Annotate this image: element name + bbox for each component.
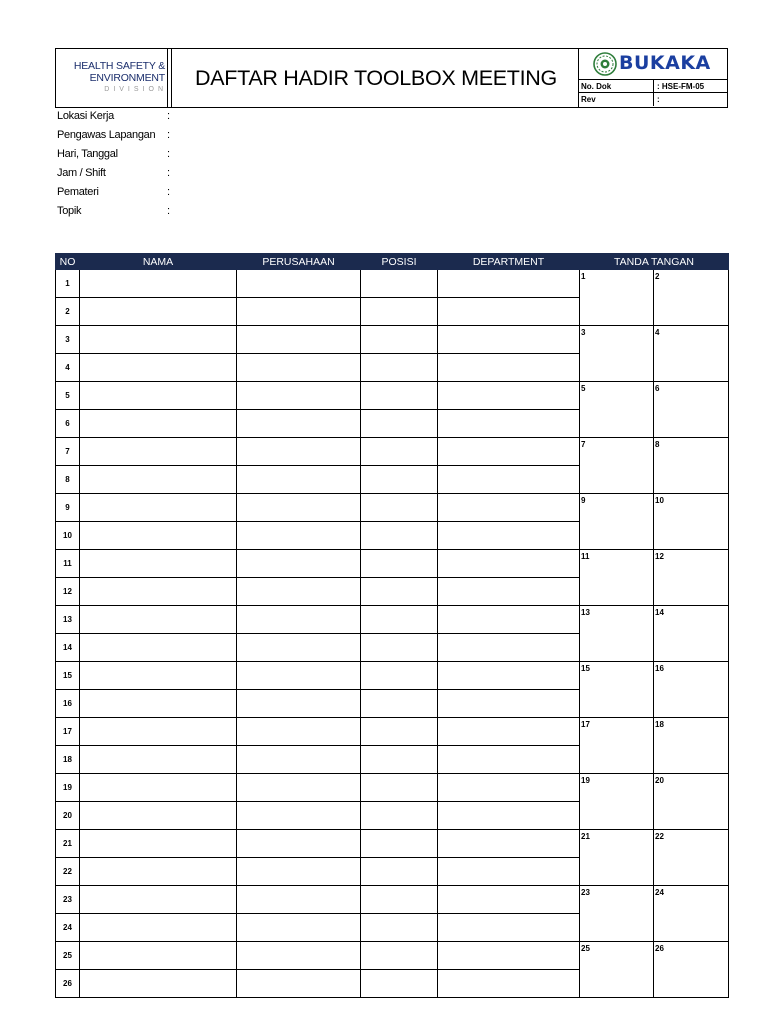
logo-area [579, 49, 727, 80]
row-number: 26 [56, 970, 80, 998]
table-body [56, 270, 729, 998]
revision-label: Rev [581, 95, 596, 104]
division-line-3: DIVISION [104, 86, 167, 93]
signature-cell[interactable]: 19 [580, 774, 654, 830]
perusahaan-cell[interactable] [237, 326, 361, 354]
company-logo-text: BUKAKA [619, 52, 711, 74]
revision-row [579, 93, 727, 106]
doc-info-block [578, 49, 727, 107]
header-divider [171, 49, 172, 107]
perusahaan-cell[interactable] [237, 438, 361, 466]
col-header-nama: NAMA [80, 254, 237, 270]
perusahaan-cell[interactable] [237, 522, 361, 550]
posisi-cell[interactable] [361, 438, 438, 466]
posisi-cell[interactable] [361, 606, 438, 634]
nama-cell[interactable] [80, 746, 237, 774]
row-number: 2 [56, 298, 80, 326]
table-row [56, 494, 729, 522]
row-number: 13 [56, 606, 80, 634]
posisi-cell[interactable] [361, 522, 438, 550]
perusahaan-cell[interactable] [237, 970, 361, 998]
posisi-cell[interactable] [361, 354, 438, 382]
table-row [56, 886, 729, 914]
info-label: Lokasi Kerja [57, 110, 114, 122]
nama-cell[interactable] [80, 606, 237, 634]
department-cell[interactable] [438, 942, 580, 970]
row-number: 15 [56, 662, 80, 690]
info-value-field[interactable]: : [167, 129, 170, 141]
nama-cell[interactable] [80, 970, 237, 998]
signature-cell[interactable]: 10 [654, 494, 729, 550]
department-cell[interactable] [438, 578, 580, 606]
posisi-cell[interactable] [361, 410, 438, 438]
posisi-cell[interactable] [361, 382, 438, 410]
row-number: 11 [56, 550, 80, 578]
posisi-cell[interactable] [361, 270, 438, 298]
bukaka-emblem-icon [593, 52, 617, 76]
perusahaan-cell[interactable] [237, 858, 361, 886]
nama-cell[interactable] [80, 690, 237, 718]
nama-cell[interactable] [80, 830, 237, 858]
perusahaan-cell[interactable] [237, 802, 361, 830]
department-cell[interactable] [438, 914, 580, 942]
signature-cell[interactable]: 24 [654, 886, 729, 942]
info-label: Pengawas Lapangan [57, 129, 156, 141]
department-cell[interactable] [438, 886, 580, 914]
posisi-cell[interactable] [361, 298, 438, 326]
info-label: Pemateri [57, 186, 99, 198]
col-header-no: NO [56, 254, 80, 270]
nama-cell[interactable] [80, 494, 237, 522]
signature-cell[interactable]: 4 [654, 326, 729, 382]
revision-value: : [653, 93, 660, 106]
signature-cell[interactable]: 5 [580, 382, 654, 438]
perusahaan-cell[interactable] [237, 354, 361, 382]
info-label: Jam / Shift [57, 167, 106, 179]
signature-cell[interactable]: 9 [580, 494, 654, 550]
division-line-2: ENVIRONMENT [89, 72, 165, 84]
nama-cell[interactable] [80, 354, 237, 382]
signature-cell[interactable]: 26 [654, 942, 729, 998]
posisi-cell[interactable] [361, 774, 438, 802]
signature-cell[interactable]: 7 [580, 438, 654, 494]
row-number: 16 [56, 690, 80, 718]
row-number: 22 [56, 858, 80, 886]
nama-cell[interactable] [80, 942, 237, 970]
signature-cell[interactable]: 18 [654, 718, 729, 774]
row-number: 5 [56, 382, 80, 410]
info-label: Hari, Tanggal [57, 148, 118, 160]
signature-cell[interactable]: 2 [654, 270, 729, 326]
nama-cell[interactable] [80, 382, 237, 410]
info-label: Topik [57, 205, 82, 217]
row-number: 4 [56, 354, 80, 382]
info-value-field[interactable]: : [167, 186, 170, 198]
signature-cell[interactable]: 15 [580, 662, 654, 718]
posisi-cell[interactable] [361, 858, 438, 886]
perusahaan-cell[interactable] [237, 830, 361, 858]
posisi-cell[interactable] [361, 634, 438, 662]
perusahaan-cell[interactable] [237, 746, 361, 774]
row-number: 23 [56, 886, 80, 914]
table-header-row [56, 254, 729, 270]
info-value-field[interactable]: : [167, 110, 170, 122]
signature-cell[interactable]: 1 [580, 270, 654, 326]
perusahaan-cell[interactable] [237, 494, 361, 522]
department-cell[interactable] [438, 522, 580, 550]
info-value-field[interactable]: : [167, 167, 170, 179]
department-cell[interactable] [438, 466, 580, 494]
signature-cell[interactable]: 8 [654, 438, 729, 494]
row-number: 19 [56, 774, 80, 802]
department-cell[interactable] [438, 634, 580, 662]
table-row [56, 774, 729, 802]
department-cell[interactable] [438, 270, 580, 298]
nama-cell[interactable] [80, 578, 237, 606]
perusahaan-cell[interactable] [237, 690, 361, 718]
department-cell[interactable] [438, 662, 580, 690]
perusahaan-cell[interactable] [237, 774, 361, 802]
table-row [56, 942, 729, 970]
department-cell[interactable] [438, 746, 580, 774]
row-number: 10 [56, 522, 80, 550]
col-header-perusahaan: PERUSAHAAN [237, 254, 361, 270]
nama-cell[interactable] [80, 410, 237, 438]
table-row [56, 662, 729, 690]
perusahaan-cell[interactable] [237, 606, 361, 634]
signature-cell[interactable]: 16 [654, 662, 729, 718]
signature-cell[interactable]: 12 [654, 550, 729, 606]
nama-cell[interactable] [80, 774, 237, 802]
posisi-cell[interactable] [361, 550, 438, 578]
nama-cell[interactable] [80, 858, 237, 886]
posisi-cell[interactable] [361, 830, 438, 858]
perusahaan-cell[interactable] [237, 298, 361, 326]
col-header-posisi: POSISI [361, 254, 438, 270]
perusahaan-cell[interactable] [237, 578, 361, 606]
col-header-department: DEPARTMENT [438, 254, 580, 270]
table-row [56, 718, 729, 746]
doc-number-label: No. Dok [581, 82, 612, 91]
row-number: 6 [56, 410, 80, 438]
table-row [56, 606, 729, 634]
department-cell[interactable] [438, 830, 580, 858]
posisi-cell[interactable] [361, 746, 438, 774]
division-line-1: HEALTH SAFETY & [73, 60, 165, 72]
division-block [56, 49, 168, 107]
attendance-table [55, 253, 729, 998]
table-row [56, 382, 729, 410]
row-number: 9 [56, 494, 80, 522]
perusahaan-cell[interactable] [237, 718, 361, 746]
posisi-cell[interactable] [361, 942, 438, 970]
department-cell[interactable] [438, 298, 580, 326]
posisi-cell[interactable] [361, 970, 438, 998]
signature-cell[interactable]: 25 [580, 942, 654, 998]
row-number: 25 [56, 942, 80, 970]
perusahaan-cell[interactable] [237, 382, 361, 410]
row-number: 8 [56, 466, 80, 494]
col-header-tanda-tangan: TANDA TANGAN [580, 254, 729, 270]
row-number: 17 [56, 718, 80, 746]
document-title: DAFTAR HADIR TOOLBOX MEETING [195, 66, 557, 90]
department-cell[interactable] [438, 718, 580, 746]
department-cell[interactable] [438, 858, 580, 886]
signature-cell[interactable]: 23 [580, 886, 654, 942]
row-number: 18 [56, 746, 80, 774]
posisi-cell[interactable] [361, 914, 438, 942]
nama-cell[interactable] [80, 466, 237, 494]
nama-cell[interactable] [80, 914, 237, 942]
doc-number-value: : HSE-FM-05 [653, 80, 704, 93]
row-number: 12 [56, 578, 80, 606]
posisi-cell[interactable] [361, 718, 438, 746]
department-cell[interactable] [438, 970, 580, 998]
department-cell[interactable] [438, 606, 580, 634]
signature-cell[interactable]: 11 [580, 550, 654, 606]
department-cell[interactable] [438, 774, 580, 802]
row-number: 1 [56, 270, 80, 298]
row-number: 24 [56, 914, 80, 942]
row-number: 20 [56, 802, 80, 830]
table-row [56, 438, 729, 466]
row-number: 7 [56, 438, 80, 466]
posisi-cell[interactable] [361, 494, 438, 522]
nama-cell[interactable] [80, 802, 237, 830]
department-cell[interactable] [438, 354, 580, 382]
signature-cell[interactable]: 13 [580, 606, 654, 662]
table-row [56, 830, 729, 858]
department-cell[interactable] [438, 802, 580, 830]
posisi-cell[interactable] [361, 802, 438, 830]
department-cell[interactable] [438, 690, 580, 718]
signature-cell[interactable]: 6 [654, 382, 729, 438]
perusahaan-cell[interactable] [237, 886, 361, 914]
nama-cell[interactable] [80, 298, 237, 326]
row-number: 14 [56, 634, 80, 662]
posisi-cell[interactable] [361, 326, 438, 354]
nama-cell[interactable] [80, 886, 237, 914]
perusahaan-cell[interactable] [237, 914, 361, 942]
info-value-field[interactable]: : [167, 205, 170, 217]
doc-number-row [579, 80, 727, 93]
posisi-cell[interactable] [361, 662, 438, 690]
signature-cell[interactable]: 3 [580, 326, 654, 382]
signature-cell[interactable]: 14 [654, 606, 729, 662]
table-row [56, 270, 729, 298]
perusahaan-cell[interactable] [237, 942, 361, 970]
document-header [55, 48, 728, 108]
perusahaan-cell[interactable] [237, 410, 361, 438]
posisi-cell[interactable] [361, 690, 438, 718]
nama-cell[interactable] [80, 438, 237, 466]
signature-cell[interactable]: 21 [580, 830, 654, 886]
posisi-cell[interactable] [361, 886, 438, 914]
perusahaan-cell[interactable] [237, 634, 361, 662]
department-cell[interactable] [438, 494, 580, 522]
department-cell[interactable] [438, 410, 580, 438]
nama-cell[interactable] [80, 270, 237, 298]
row-number: 21 [56, 830, 80, 858]
department-cell[interactable] [438, 382, 580, 410]
table-row [56, 550, 729, 578]
perusahaan-cell[interactable] [237, 662, 361, 690]
signature-cell[interactable]: 17 [580, 718, 654, 774]
signature-cell[interactable]: 22 [654, 830, 729, 886]
nama-cell[interactable] [80, 522, 237, 550]
perusahaan-cell[interactable] [237, 550, 361, 578]
posisi-cell[interactable] [361, 466, 438, 494]
posisi-cell[interactable] [361, 578, 438, 606]
nama-cell[interactable] [80, 550, 237, 578]
department-cell[interactable] [438, 438, 580, 466]
perusahaan-cell[interactable] [237, 466, 361, 494]
nama-cell[interactable] [80, 634, 237, 662]
department-cell[interactable] [438, 550, 580, 578]
nama-cell[interactable] [80, 326, 237, 354]
nama-cell[interactable] [80, 718, 237, 746]
department-cell[interactable] [438, 326, 580, 354]
nama-cell[interactable] [80, 662, 237, 690]
signature-cell[interactable]: 20 [654, 774, 729, 830]
row-number: 3 [56, 326, 80, 354]
perusahaan-cell[interactable] [237, 270, 361, 298]
table-row [56, 326, 729, 354]
info-value-field[interactable]: : [167, 148, 170, 160]
